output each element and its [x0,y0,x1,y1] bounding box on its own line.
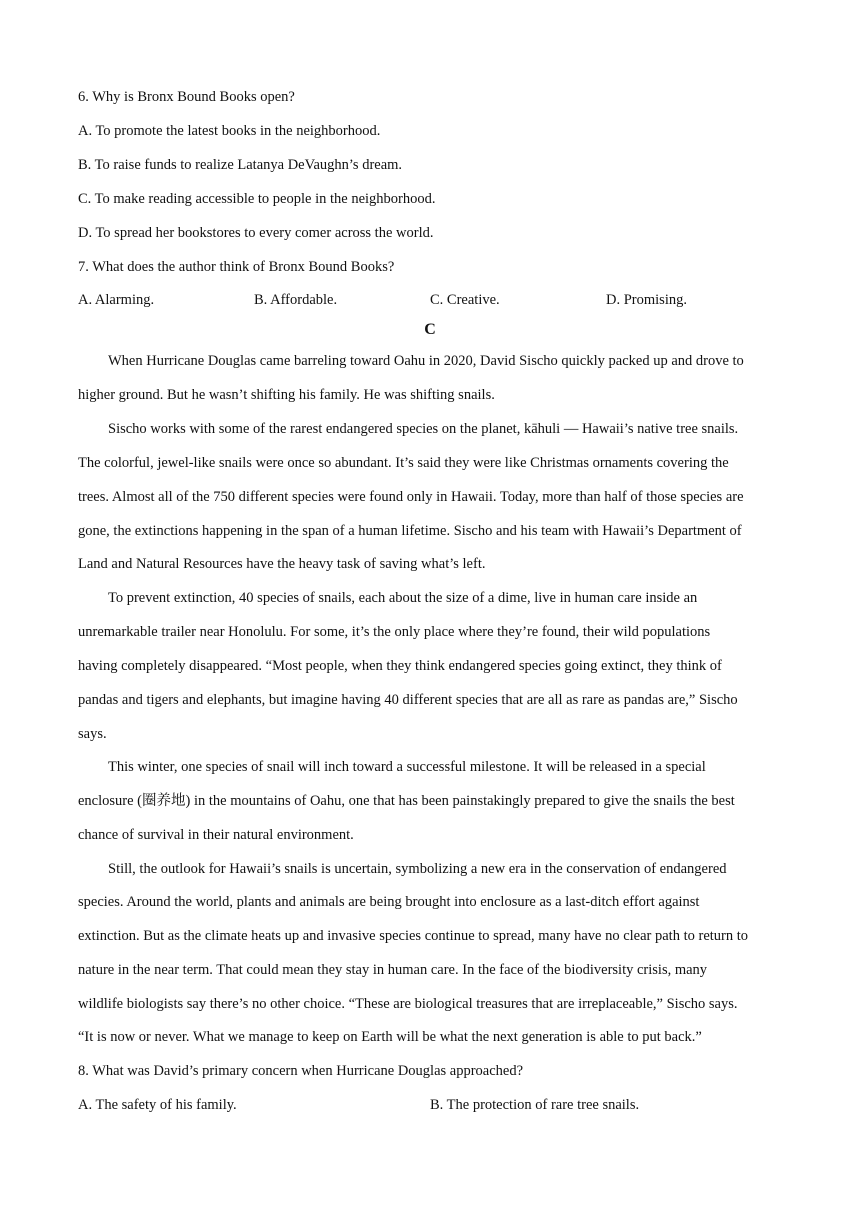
passage-p2-line-2: The colorful, jewel-like snails were once so abundant. It’s said they were like Christmas ornaments covering the [78,455,729,471]
passage-p2-line-4: gone, the extinctions happening in the span of a human lifetime. Sischo and his team with Hawaii’s Department of [78,523,742,539]
question-6-option-d: D. To spread her bookstores to every comer across the world. [78,225,434,241]
question-6-option-b: B. To raise funds to realize Latanya DeVaughn’s dream. [78,157,403,173]
passage-p4-line-2: enclosure (圈养地) in the mountains of Oahu, one that has been painstakingly prepared to give the snails the best [78,793,735,809]
passage-p5-line-1: Still, the outlook for Hawaii’s snails is uncertain, symbolizing a new era in the conservation of endangered [108,861,727,877]
question-7-option-a: A. Alarming. [78,292,155,308]
passage-p3-line-3: having completely disappeared. “Most people, when they think endangered species going extinct, they think of [78,658,722,674]
question-6-stem: 6. Why is Bronx Bound Books open? [78,89,295,105]
question-6-option-a: A. To promote the latest books in the neighborhood. [78,123,381,139]
passage-p2-line-3: trees. Almost all of the 750 different species were found only in Hawaii. Today, more than half of those species are [78,489,744,505]
question-7-stem: 7. What does the author think of Bronx Bound Books? [78,259,395,275]
question-7-option-b: B. Affordable. [254,292,338,308]
passage-p3-line-1: To prevent extinction, 40 species of snails, each about the size of a dime, live in human care inside an [108,590,698,606]
passage-p2-line-1: Sischo works with some of the rarest endangered species on the planet, kāhuli — Hawaii’s native tree snails. [108,421,739,437]
question-7-option-d: D. Promising. [606,292,687,308]
passage-p5-line-2: species. Around the world, plants and animals are being brought into enclosure as a last-ditch effort against [78,894,700,910]
passage-p1-line-1: When Hurricane Douglas came barreling toward Oahu in 2020, David Sischo quickly packed up and drove to [108,353,744,369]
passage-p2-line-5: Land and Natural Resources have the heavy task of saving what’s left. [78,556,486,572]
passage-p3-line-2: unremarkable trailer near Honolulu. For some, it’s the only place where they’re found, their wild populations [78,624,711,640]
passage-p4-line-1: This winter, one species of snail will inch toward a successful milestone. It will be released in a special [108,759,706,775]
question-8-option-b: B. The protection of rare tree snails. [430,1097,640,1113]
passage-p5-line-4: nature in the near term. That could mean they stay in human care. In the face of the biodiversity crisis, many [78,962,708,978]
passage-p3-line-5: says. [78,726,107,742]
passage-p1-line-2: higher ground. But he wasn’t shifting his family. He was shifting snails. [78,387,495,403]
passage-p3-line-4: pandas and tigers and elephants, but imagine having 40 different species that are all as rare as pandas are,” Sischo [78,692,738,708]
section-heading: C [424,321,436,338]
question-6-option-c: C. To make reading accessible to people in the neighborhood. [78,191,436,207]
question-8-option-a: A. The safety of his family. [78,1097,237,1113]
passage-p4-line-3: chance of survival in their natural environment. [78,827,354,843]
question-7-option-c: C. Creative. [430,292,500,308]
passage-p5-line-6: “It is now or never. What we manage to keep on Earth will be what the next generation is able to put back.” [78,1029,702,1045]
passage-p5-line-5: wildlife biologists say there’s no other choice. “These are biological treasures that are irreplaceable,” Sischo says. [78,996,738,1012]
question-8-stem: 8. What was David’s primary concern when Hurricane Douglas approached? [78,1063,524,1079]
passage-p5-line-3: extinction. But as the climate heats up and invasive species continue to spread, many have no clear path to return to [78,928,749,944]
